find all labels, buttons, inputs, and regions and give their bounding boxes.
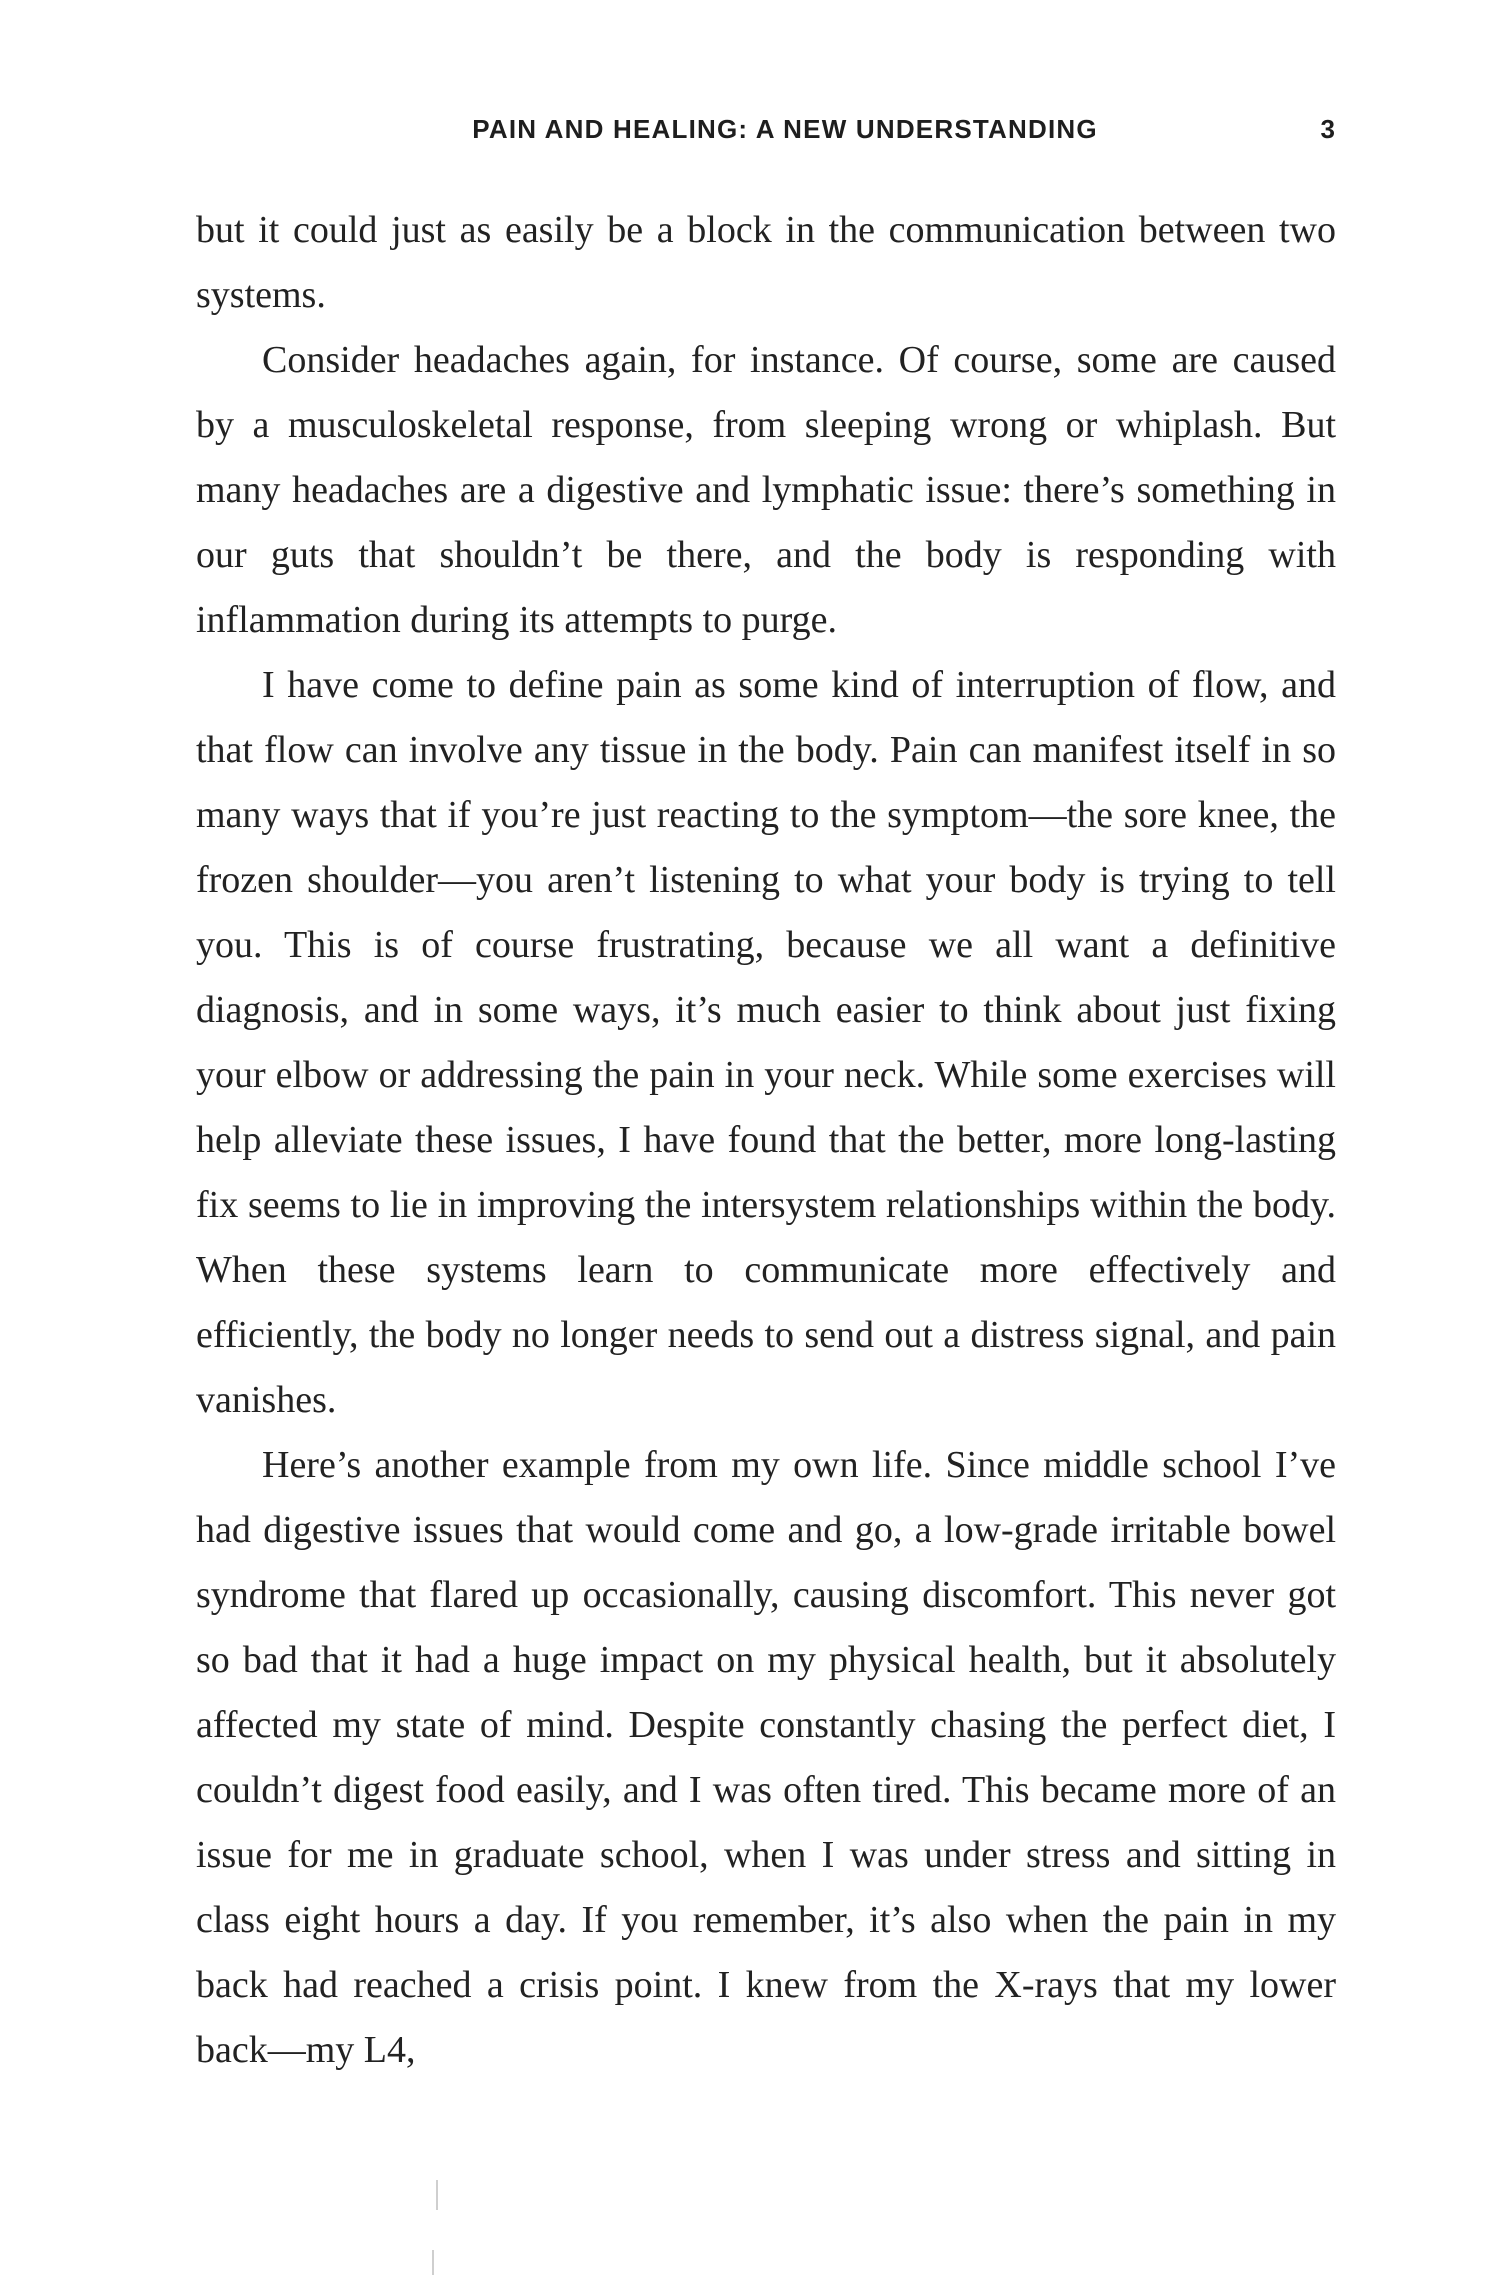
- paragraph: Here’s another example from my own life. Since middle school I’ve had digestive issues that would come and go, a low-grade irritable bowel syndrome that flared up occasionally, causing discomfort. This never got so bad that it had a huge impact on my physical health, but it absolutely affected my state of mind. Despite constantly chasing the perfect diet, I couldn’t digest food easily, and I was often tired. This became more of an issue for me in graduate school, when I was under stress and sitting in class eight hours a day. If you remember, it’s also when the pain in my back had reached a crisis point. I knew from the X-rays that my lower back—my L4,: [196, 1444, 1336, 2071]
- scan-artifact-line: [436, 2180, 438, 2210]
- scan-artifact-line: [432, 2250, 434, 2275]
- paragraph-continued: but it could just as easily be a block in the communication between two systems.: [196, 209, 1336, 316]
- page-number: 3: [1320, 114, 1335, 144]
- chapter-title: PAIN AND HEALING: A NEW UNDERSTANDING: [472, 114, 1098, 144]
- running-header: [195, 114, 1335, 154]
- body-text: [196, 198, 1336, 2083]
- paragraph: Consider headaches again, for instance. Of course, some are caused by a musculoskeletal response, from sleeping wrong or whiplash. But many headaches are a digestive and lymphatic issue: there’s something in our guts that shouldn’t be there, and the body is responding with inflammation during its attempts to purge.: [196, 339, 1336, 641]
- paragraph: I have come to define pain as some kind of interruption of flow, and that flow can involve any tissue in the body. Pain can manifest itself in so many ways that if you’re just reacting to the symptom—the sore knee, the frozen shoulder—you aren’t listening to what your body is trying to tell you. This is of course frustrating, because we all want a definitive diagnosis, and in some ways, it’s much easier to think about just fixing your elbow or addressing the pain in your neck. While some exercises will help alleviate these issues, I have found that the better, more long-lasting fix seems to lie in improving the intersystem relationships within the body. When these systems learn to communicate more effectively and efficiently, the body no longer needs to send out a distress signal, and pain vanishes.: [196, 664, 1336, 1421]
